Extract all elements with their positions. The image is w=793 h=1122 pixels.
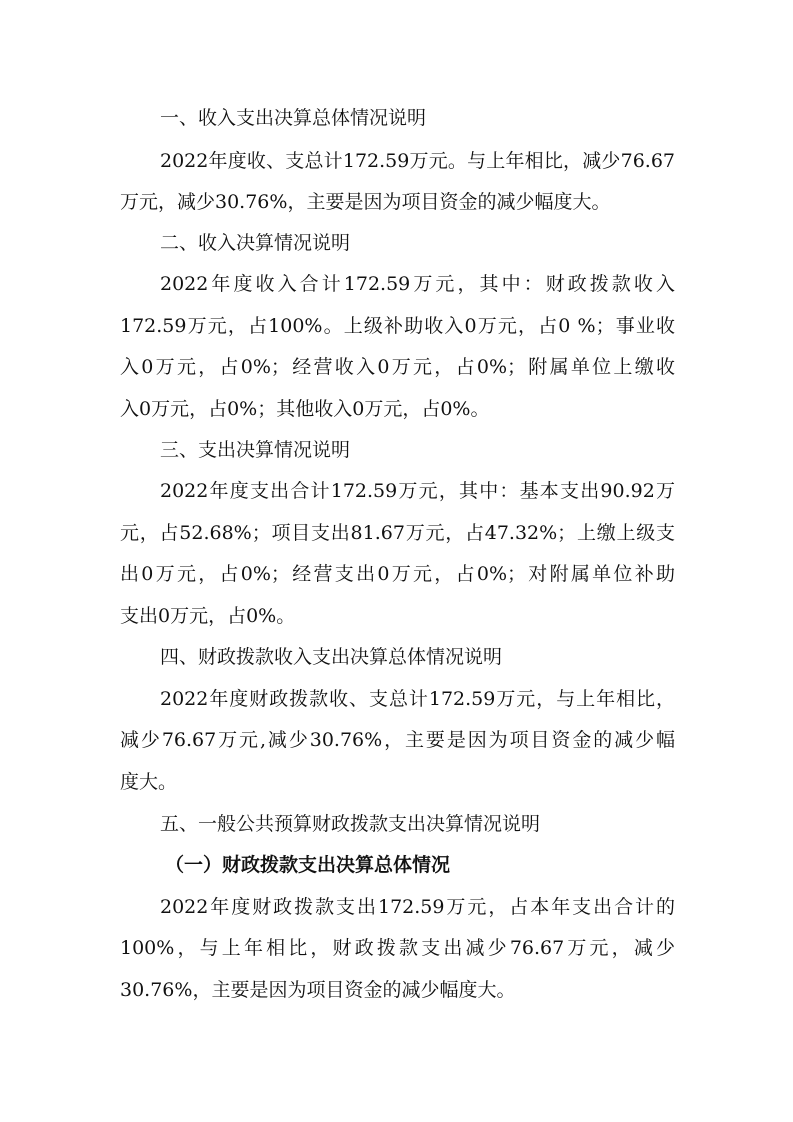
paragraph-line: 172.59万元，占100%。上级补助收入0万元，占0 %；事业收 [120,315,675,337]
paragraph-line: 2022年度收、支总计172.59万元。与上年相比，减少76.67 [160,150,675,172]
paragraph-line: 出0万元，占0%；经营支出0万元，占0%；对附属单位补助 [120,563,675,585]
paragraph-line: 2022年度财政拨款支出172.59万元，占本年支出合计的 [160,896,675,918]
paragraph-line: 支出0万元，占0%。 [120,605,296,627]
paragraph-line: 万元，减少30.76%，主要是因为项目资金的减少幅度大。 [120,191,611,213]
paragraph-line: 2022年度财政拨款收、支总计172.59万元，与上年相比， [160,688,675,710]
section-heading: 一、收入支出决算总体情况说明 [160,107,427,129]
paragraph-line: 2022年度支出合计172.59万元，其中：基本支出90.92万 [160,480,675,502]
section-heading: 三、支出决算情况说明 [160,439,351,461]
section-heading: 二、收入决算情况说明 [160,232,351,254]
paragraph-line: 入0万元，占0%；经营收入0万元，占0%；附属单位上缴收 [120,356,675,378]
paragraph-line: 入0万元，占0%；其他收入0万元，占0%。 [120,398,490,420]
paragraph-line: 100%，与上年相比，财政拨款支出减少76.67万元，减少 [120,937,675,959]
paragraph-line: 减少76.67万元,减少30.76%，主要是因为项目资金的减少幅 [120,729,675,751]
section-subheading: （一）财政拨款支出决算总体情况 [165,854,451,876]
paragraph-line: 元，占52.68%；项目支出81.67万元，占47.32%；上缴上级支 [120,522,675,544]
section-heading: 五、一般公共预算财政拨款支出决算情况说明 [160,813,541,835]
paragraph-line: 2022年度收入合计172.59万元，其中：财政拨款收入 [160,273,675,295]
paragraph-line: 度大。 [120,771,178,793]
paragraph-line: 30.76%，主要是因为项目资金的减少幅度大。 [120,979,516,1001]
section-heading: 四、财政拨款收入支出决算总体情况说明 [160,646,503,668]
